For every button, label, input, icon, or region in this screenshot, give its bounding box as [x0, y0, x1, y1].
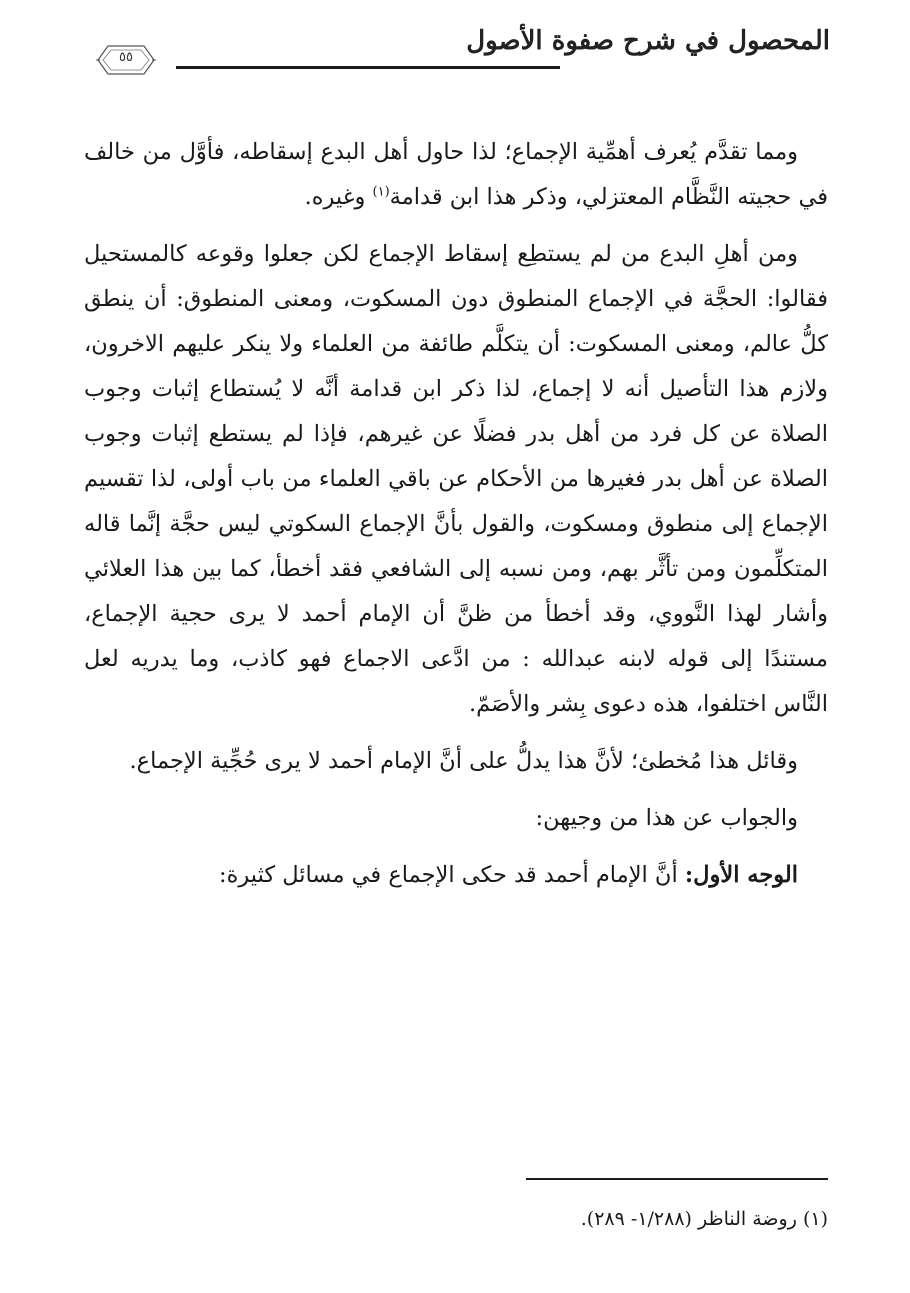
- paragraph-1-text: ومما تقدَّم يُعرف أهمِّية الإجماع؛ لذا حاول أهل البدع إسقاطه، فأوَّل من خالف في حجيته النَّظَّام المعتزلي، وذكر هذا ابن قدامة: [84, 139, 828, 210]
- main-text: [84, 130, 828, 910]
- footnote-separator: [526, 1178, 828, 1180]
- footnote: (١) روضة الناظر (١/٢٨٨- ٢٨٩).: [580, 1208, 828, 1230]
- page-number-badge: [96, 44, 156, 76]
- paragraph-4: والجواب عن هذا من وجيهن:: [535, 805, 798, 831]
- paragraph-3: وقائل هذا مُخطئ؛ لأنَّ هذا يدلُّ على أنَّ الإمام أحمد لا يرى حُجِّية الإجماع.: [129, 748, 798, 774]
- header-rule: [176, 66, 560, 69]
- paragraph-1: [84, 130, 828, 220]
- page-header: [90, 22, 830, 92]
- book-title: المحصول في شرح صفوة الأصول: [466, 26, 830, 56]
- paragraph-5-lead: الوجه الأول:: [684, 862, 798, 888]
- paragraph-5-text: أنَّ الإمام أحمد قد حكى الإجماع في مسائل كثيرة:: [219, 862, 685, 888]
- page-number: ٥٥: [119, 50, 133, 65]
- paragraph-1-tail: وغيره.: [304, 184, 373, 210]
- footnote-marker: (١): [372, 184, 390, 200]
- paragraph-5: [84, 853, 828, 898]
- paragraph-2: ومن أهلِ البدع من لم يستطِع إسقاط الإجماع لكن جعلوا وقوعه كالمستحيل فقالوا: الحجَّة في الإجماع المنطوق دون المسكوت، ومعنى المنطوق: أن ينطق كلُّ عالم، ومعنى المسكوت: أن يتكلَّم طائفة من العلماء ولا ينكر عليهم الاخرون، ولازم هذا التأصيل أنه لا إجماع، لذا ذكر ابن قدامة أنَّه لا يُستطاع إثبات وجوب الصلاة عن كل فرد من أهل بدر فضلًا عن غيرهم، فإذا لم يستطع إثبات وجوب الصلاة عن أهل بدر فغيرها من الأحكام عن باقي العلماء من باب أولى، لذا تقسيم الإجماع إلى منطوق ومسكوت، والقول بأنَّ الإجماع السكوتي ليس حجَّة إنَّما قاله المتكلِّمون ومن تأثَّر بهم، ومن نسبه إلى الشافعي فقد أخطأ، كما بين هذا العلائي وأشار لهذا النَّووي، وقد أخطأ من ظنَّ أن الإمام أحمد لا يرى حجية الإجماع، مستندًا إلى قوله لابنه عبدالله : من ادَّعى الاجماع فهو كاذب، وما يدريه لعل النَّاس اختلفوا، هذه دعوى بِشر والأصَمّ.: [84, 241, 828, 717]
